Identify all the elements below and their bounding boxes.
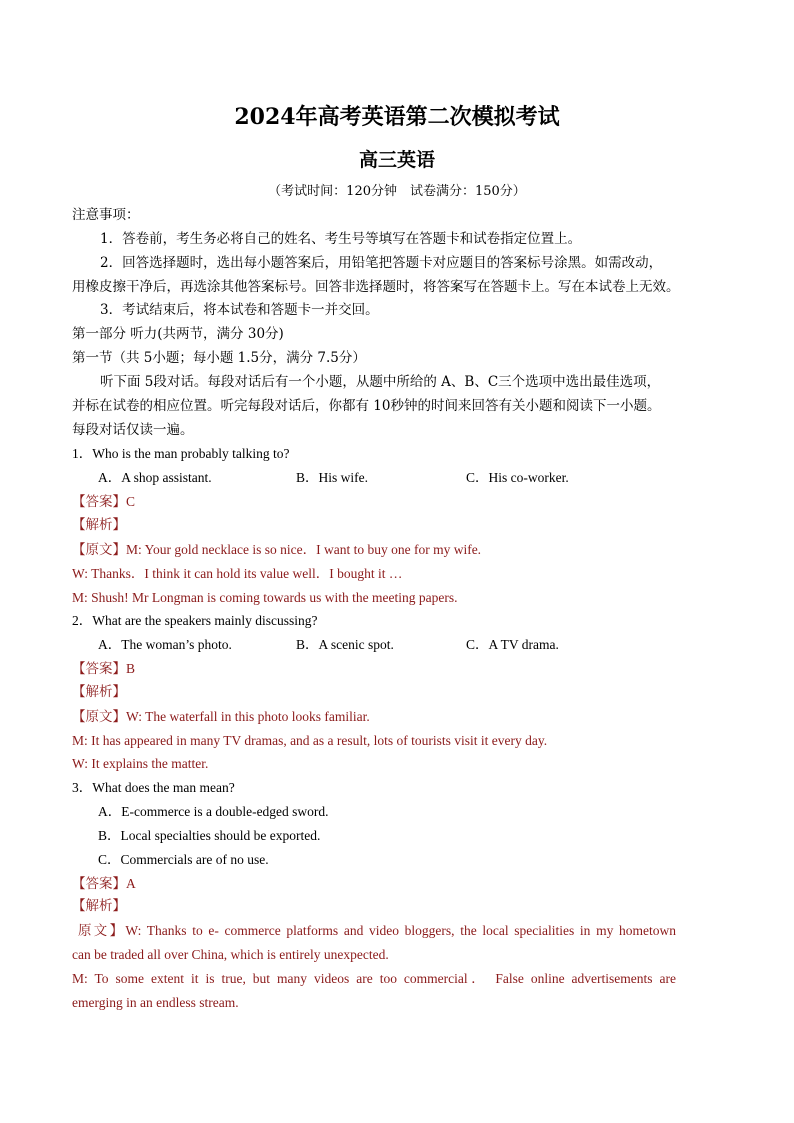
question-2-option-b: B．A scenic spot. [296, 637, 394, 653]
exam-info: （考试时间：120分钟 试卷满分：150分） [268, 184, 526, 199]
original-label: 【原文】 [72, 541, 126, 558]
question-3-option-a: A．E-commerce is a double-edged sword. [98, 804, 329, 820]
question-3-transcript-line-3: M: To some extent it is true, but many videos are too commercial． False online advertisements are [72, 971, 676, 986]
question-3-transcript-line-1 [72, 919, 676, 943]
part1-heading: 第一部分 听力(共两节，满分 30分) [72, 326, 284, 343]
answer-label: 【答案】 [72, 494, 126, 511]
question-3-stem: 3．What does the man mean? [72, 780, 235, 796]
question-2-options [72, 633, 676, 657]
question-3-option-c: C．Commercials are of no use. [98, 851, 269, 867]
question-1-option-a: A．A shop assistant. [98, 470, 212, 486]
question-1-option-c: C．His co-worker. [466, 470, 569, 486]
question-1-analysis: 【解析】 [72, 516, 126, 533]
answer-label: 【答案】 [72, 661, 126, 678]
exam-subtitle: 高三英语 [358, 149, 435, 171]
question-1-transcript-line-1 [72, 538, 676, 562]
question-2-answer [72, 657, 676, 681]
instructions-line-1: 听下面 5段对话。每段对话后有一个小题，从题中所给的 A、B、C三个选项中选出最佳选项， [100, 373, 661, 390]
question-2-stem: 2．What are the speakers mainly discussing? [72, 613, 318, 629]
answer-value: B [126, 661, 136, 677]
question-2-analysis: 【解析】 [72, 683, 126, 700]
notice-item-3: 3．考试结束后，将本试卷和答题卡一并交回。 [100, 302, 379, 319]
notice-item-1: 1．答卷前，考生务必将自己的姓名、考生号等填写在答题卡和试卷指定位置上。 [100, 230, 582, 247]
exam-title: 2024年高考英语第二次模拟考试 [234, 104, 560, 130]
question-1-transcript-line-2: W: Thanks．I think it can hold its value well．I bought it … [72, 565, 403, 581]
question-2-transcript-line-3: W: It explains the matter. [72, 756, 209, 772]
question-2-option-c: C．A TV drama. [466, 637, 559, 653]
transcript-text: M: Your gold necklace is so nice．I want to buy one for my wife. [126, 541, 482, 557]
question-2-transcript-line-2: M: It has appeared in many TV dramas, and as a result, lots of tourists visit it every day. [72, 732, 548, 748]
answer-value: A [126, 875, 136, 891]
original-label: 原文】 [78, 923, 126, 940]
question-1-stem: 1．Who is the man probably talking to? [72, 446, 290, 462]
notice-item-2-line-1: 2．回答选择题时，选出每小题答案后，用铅笔把答题卡对应题目的答案标号涂黑。如需改动， [100, 254, 663, 271]
question-2-option-a: A．The woman’s photo. [98, 637, 232, 653]
question-1-answer [72, 490, 676, 514]
section1-heading: 第一节（共 5小题；每小题 1.5分，满分 7.5分） [72, 350, 366, 367]
question-1-options [72, 466, 676, 490]
question-3-transcript-line-4: emerging in an endless stream. [72, 994, 239, 1010]
question-3-analysis: 【解析】 [72, 898, 126, 915]
instructions-line-2: 并标在试卷的相应位置。听完每段对话后，你都有 10秒钟的时间来回答有关小题和阅读下一小题。 [72, 397, 661, 414]
question-3-option-b: B．Local specialties should be exported. [98, 827, 321, 843]
notice-heading: 注意事项： [72, 207, 140, 223]
answer-value: C [126, 494, 136, 510]
question-1-transcript-line-3: M: Shush! Mr Longman is coming towards us with the meeting papers. [72, 589, 458, 605]
answer-label: 【答案】 [72, 875, 126, 892]
transcript-text: W: The waterfall in this photo looks familiar. [126, 708, 370, 724]
question-1-option-b: B．His wife. [296, 470, 368, 486]
original-label: 【原文】 [72, 708, 126, 725]
instructions-line-3: 每段对话仅读一遍。 [72, 421, 194, 438]
transcript-text: W: Thanks to e- commerce platforms and video bloggers, the local specialities in my hometown [125, 923, 677, 939]
question-3-answer [72, 872, 676, 896]
question-2-transcript-line-1 [72, 705, 676, 729]
notice-item-2-line-2: 用橡皮擦干净后，再选涂其他答案标号。回答非选择题时，将答案写在答题卡上。写在本试卷上无效。 [72, 278, 680, 295]
exam-body [72, 204, 680, 1015]
question-3-transcript-line-2: can be traded all over China, which is entirely unexpected. [72, 947, 389, 963]
